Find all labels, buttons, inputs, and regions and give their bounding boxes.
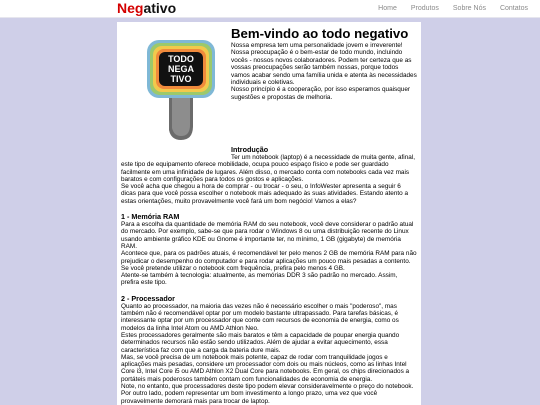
section-paragraph: Note, no entanto, que processadores deste tipo podem elevar consideravelmente o preço do notebook. Por outro lado, podem representar um bom investimento a longo prazo, uma vez que você provavelmente demorará mais para trocar de laptop. [121,383,414,405]
intro-text [231,42,417,101]
section-paragraph: Ter um notebook (laptop) é a necessidade de muita gente, afinal, este tipo de equipamento oferece mobilidade, ocupa pouco espaço físico e pode ser guardado facilmente em uma infinidade de lugares. Além disso, o mercado conta com notebooks cada vez mais baratos e com configurações para todos os gostos e aplicações. [121,154,416,183]
thumbs-down-logo-icon [147,40,215,142]
brand-accent-text: Neg [117,0,144,16]
section-heading-memoria: 1 - Memória RAM [121,212,180,222]
nav-link-produtos[interactable]: Produtos [410,5,439,12]
article-body [121,145,417,405]
logo-text-line-3: TIVO [170,74,192,84]
nav-menu [378,4,528,13]
section-paragraph: Estes processadores geralmente são mais baratos e têm a capacidade de poupar energia quando determinados recursos não estão sendo utilizados. Além de ajudar a evitar aquecimento, essa característica faz com que a carga da bateria dure mais. [121,331,400,354]
logo-text-line-1: TODO [168,54,194,64]
section-paragraph: Para a escolha da quantidade de memória RAM do seu notebook, você deve considerar o padrão atual do mercado. Por exemplo, sabe-se que para rodar o Windows 8 ou uma distribuição recente do Linux usando ambiente gráfico KDE ou Gnome é importante ter, no mínimo, 1 GB (gigabyte) de memória RAM. [121,221,414,250]
intro-paragraph: Nossa empresa tem uma personalidade jovem e irreverente! Nossa preocupação é o bem-estar de todo mundo, incluindo vocês - nossos novos colaboradores. Podem ter certeza que as vossas preocupações serão também nossas, porque todos vamos acabar sendo uma família unida e atenta às necessidades individuais e coletivas. [231,42,417,87]
brand-rest-text: ativo [143,0,177,16]
logo-text-line-2: NEGA [167,64,195,74]
section-paragraph: Quanto ao processador, na maioria das vezes não é necessário escolher o mais "poderoso", mas também não é recomendável optar por um modelo bastante ultrapassado. Para tarefas básicas, é interessante optar por um processador que conte com recursos de economia de energia, como os modelos da linha Intel Atom ou AMD Athlon Neo. [121,302,399,332]
section-heading-processador: 2 - Processador [121,293,175,303]
intro-paragraph: Nosso princípio é a cooperação, por isso esperamos quaisquer sugestões e propostas de melhoria. [231,86,411,101]
nav-link-home[interactable]: Home [378,5,397,12]
section-paragraph: Atente-se também à tecnologia: atualmente, as memórias DDR 3 são padrão no mercado. Assim, prefira este tipo. [121,272,398,287]
nav-link-sobre-nos[interactable]: Sobre Nós [452,5,486,12]
section-paragraph: Acontece que, para os padrões atuais, é recomendável ter pelo menos 2 GB de memória RAM para não prejudicar o desempenho do computador e para rodar aplicações um pouco mais pesadas a contento. Se você pretende utilizar o notebook com frequência, prefira pelo menos 4 GB. [121,250,417,272]
section-paragraph: Mas, se você precisa de um notebook mais potente, capaz de rodar com tranquilidade jogos e aplicações mais pesadas, considere um processador com dois ou mais núcleos, como as linhas Intel Core i3, Intel Core i5 ou AMD Athlon X2 Dual Core para notebooks. Em geral, os chips direcionados a portáteis mais poderosos também contam com funcionalidades de economia de energia. [121,353,410,383]
top-navbar [0,0,540,18]
nav-link-contatos[interactable]: Contatos [499,5,528,12]
section-paragraph: Se você acha que chegou a hora de comprar - ou trocar - o seu, o InfoWester apresenta a seguir 6 dicas para que você possa escolher o notebook mais adequado às suas atividades. Estando atento a estas orientações, muito provavelmente você fará um bom negócio! Vamos a elas? [121,183,409,205]
page-title: Bem-vindo ao todo negativo [231,26,409,41]
content-card [117,22,421,405]
brand-logo-link[interactable] [117,1,176,16]
section-heading-introducao: Introdução [231,145,269,154]
